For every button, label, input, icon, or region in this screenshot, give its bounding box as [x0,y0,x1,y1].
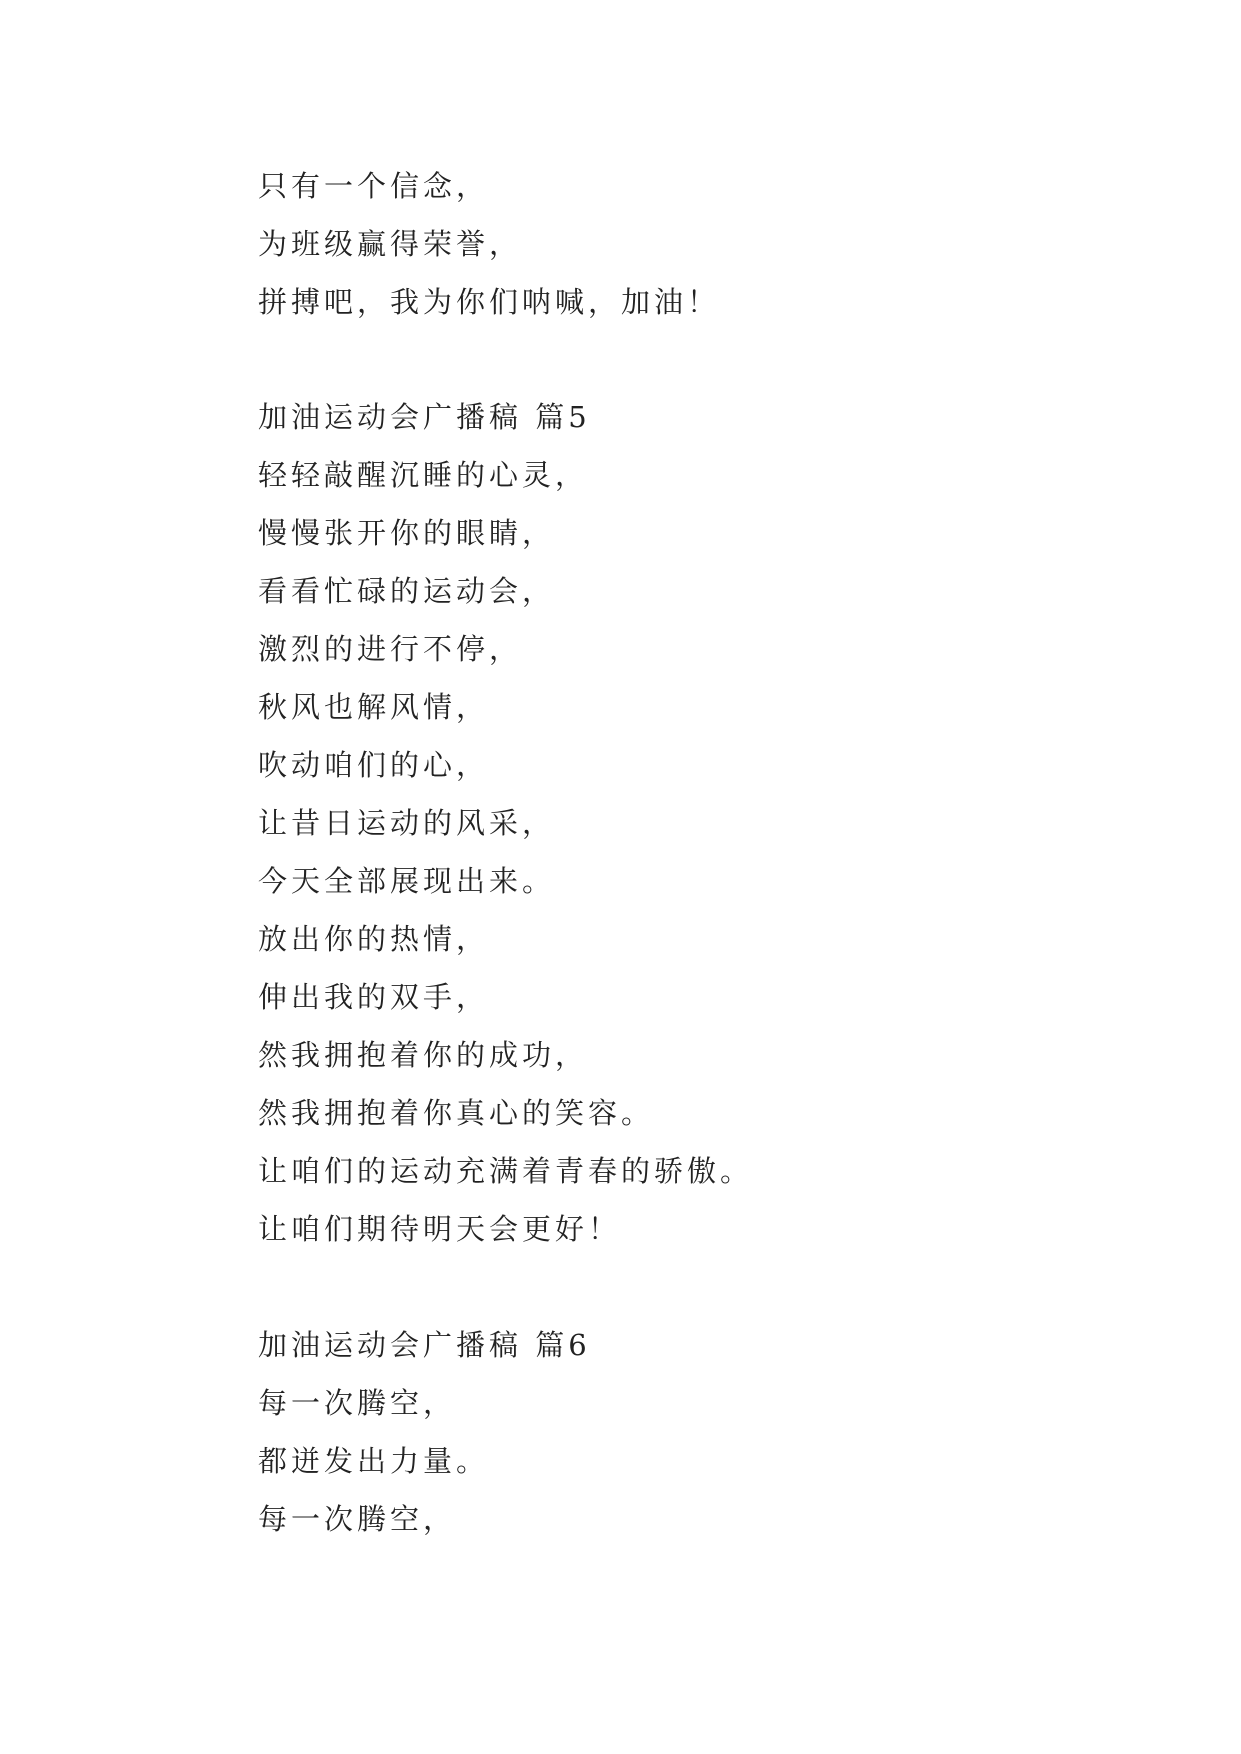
poem-line: 只有一个信念， [258,169,490,203]
poem-line: 激烈的进行不停， [258,632,523,666]
section-heading: 加油运动会广播稿 篇5 [258,400,591,434]
poem-line: 伸出我的双手， [258,980,490,1014]
poem-line: 放出你的热情， [258,922,490,956]
poem-line: 秋风也解风情， [258,690,490,724]
poem-line: 吹动咱们的心， [258,748,490,782]
poem-line: 今天全部展现出来。 [258,864,556,898]
poem-line: 然我拥抱着你的成功， [258,1038,589,1072]
poem-line: 都迸发出力量。 [258,1444,490,1478]
poem-line: 然我拥抱着你真心的笑容。 [258,1096,655,1130]
poem-line: 让昔日运动的风采， [258,806,556,840]
poem-line: 慢慢张开你的眼睛， [258,516,556,550]
poem-line: 拼搏吧，我为你们呐喊，加油！ [258,285,721,319]
poem-line: 每一次腾空， [258,1386,457,1420]
section-heading: 加油运动会广播稿 篇6 [258,1328,591,1362]
poem-line: 轻轻敲醒沉睡的心灵， [258,458,589,492]
poem-line: 让咱们期待明天会更好！ [258,1212,622,1246]
poem-line: 让咱们的运动充满着青春的骄傲。 [258,1154,754,1188]
poem-line: 每一次腾空， [258,1502,457,1536]
poem-line: 看看忙碌的运动会， [258,574,556,608]
poem-line: 为班级赢得荣誉， [258,227,523,261]
